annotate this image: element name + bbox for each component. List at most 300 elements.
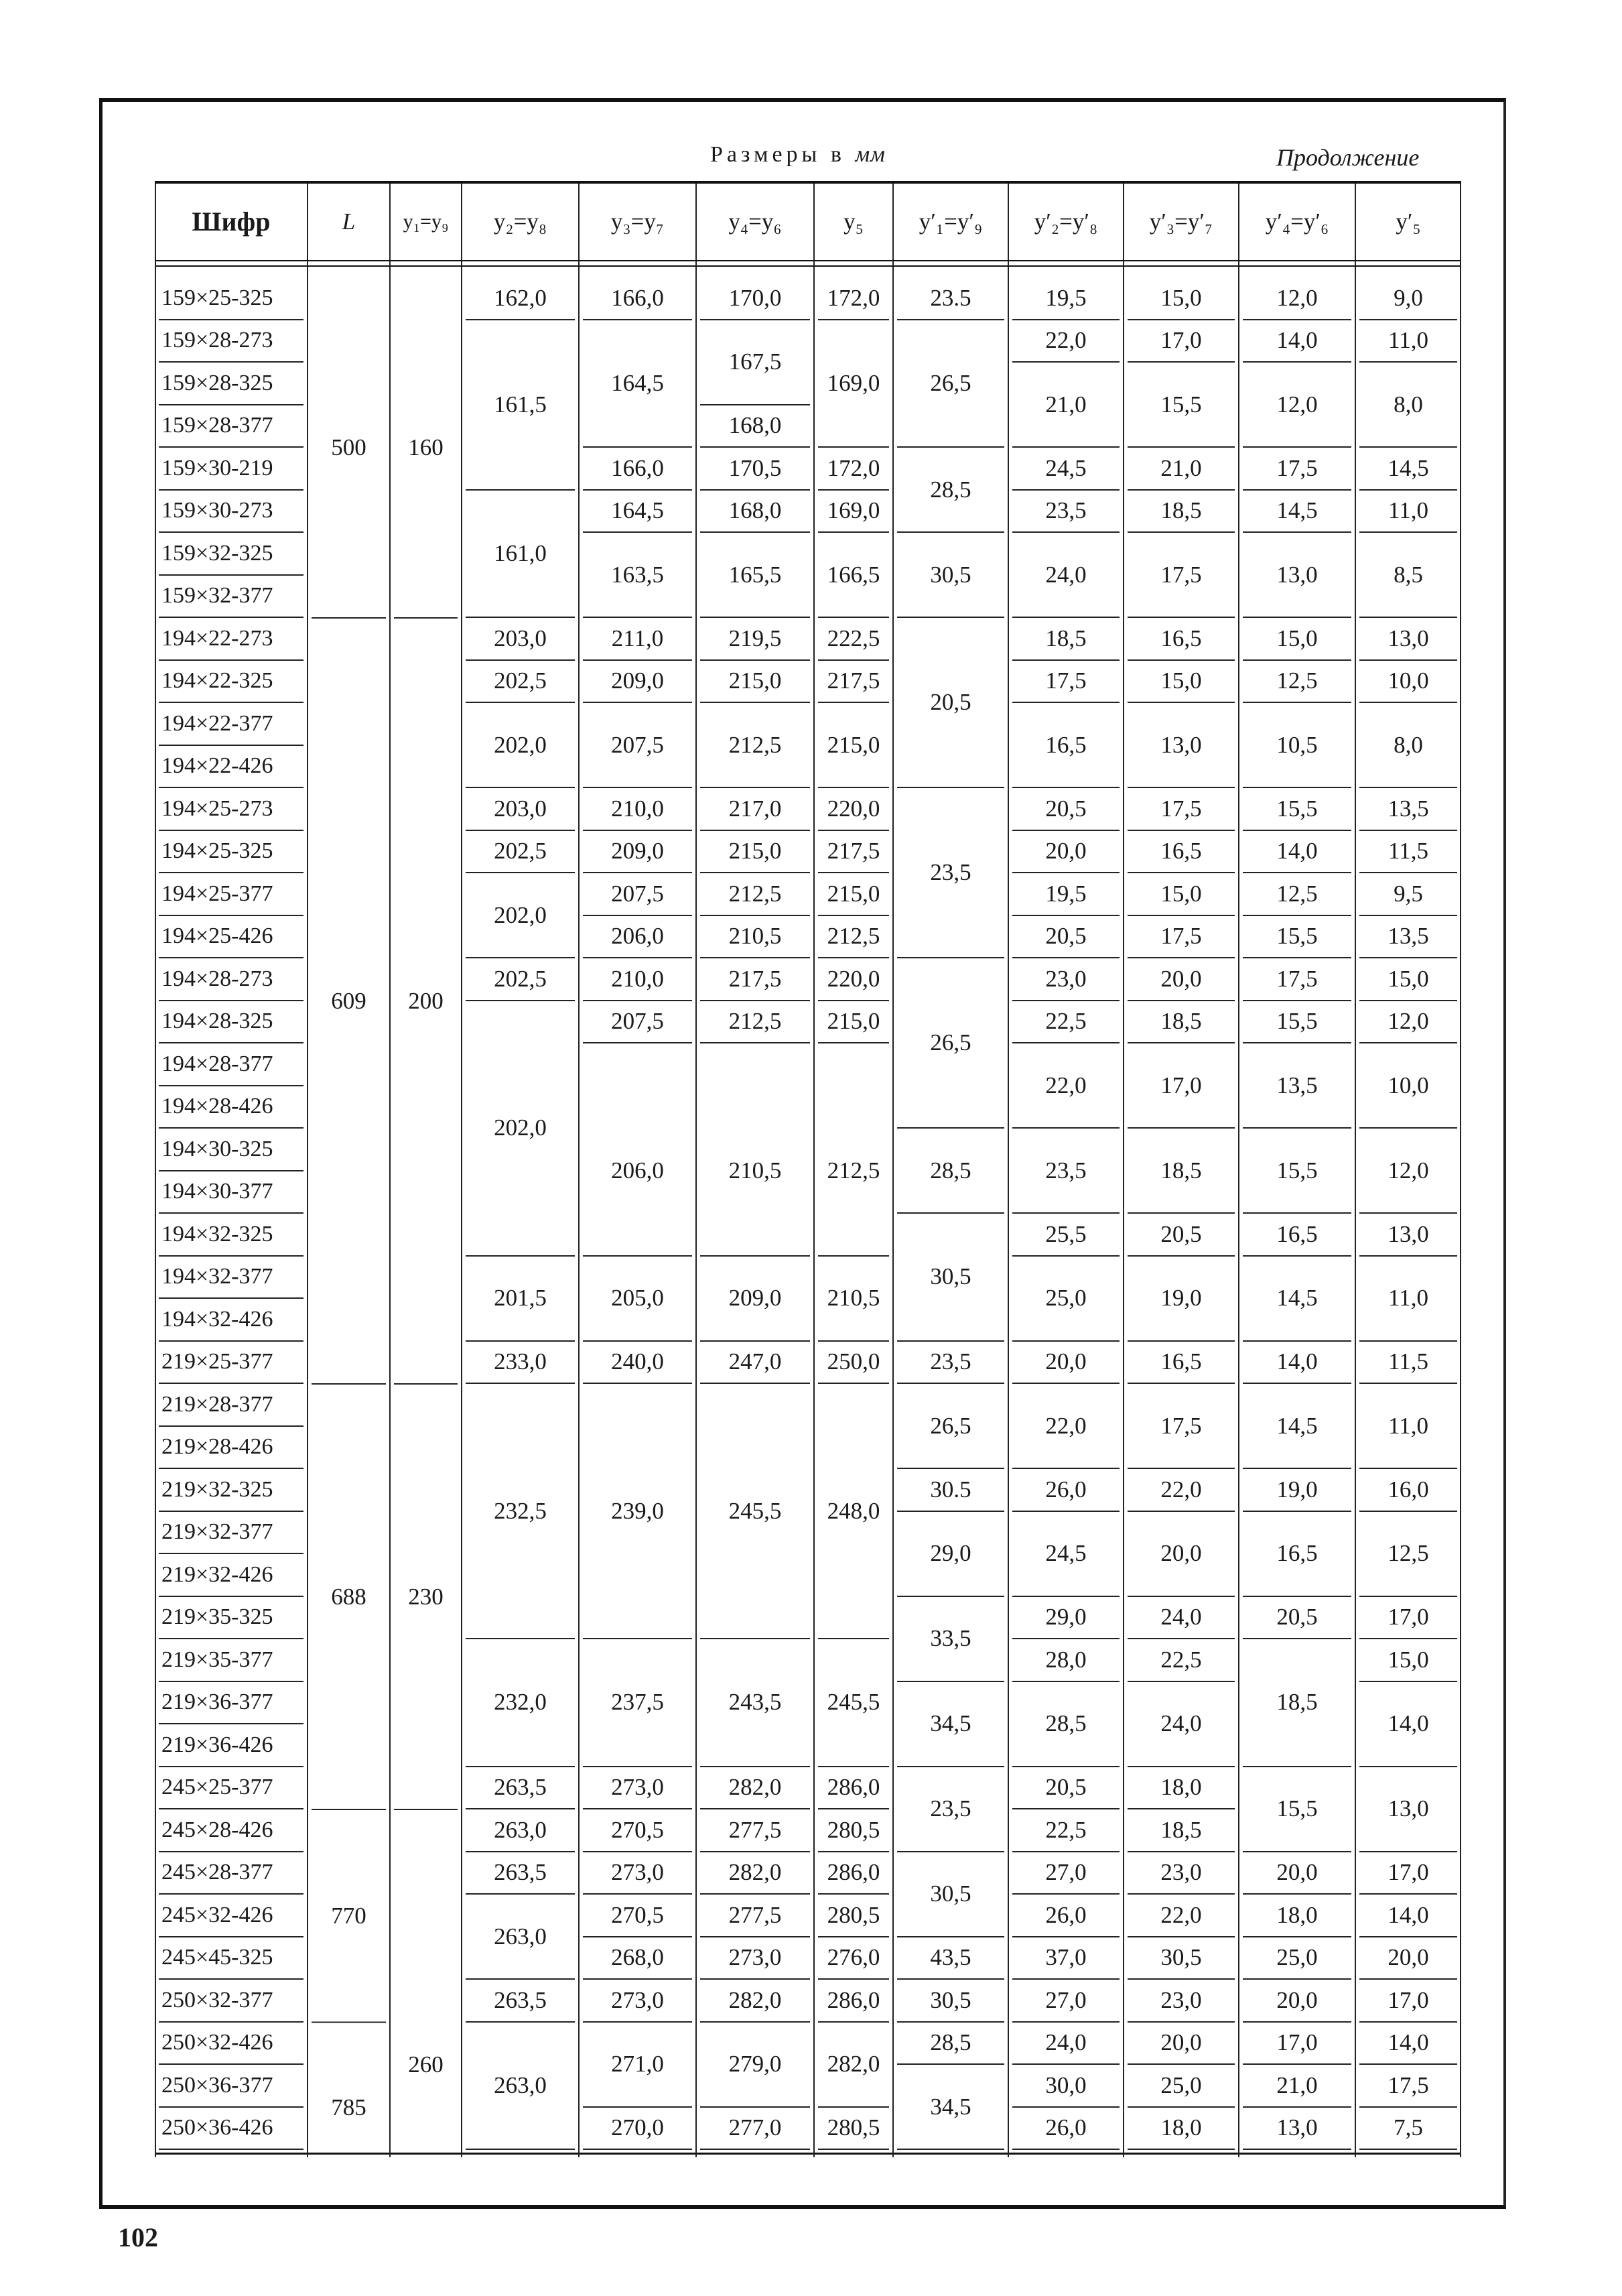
cipher-cell: 194×32-325	[159, 1214, 303, 1257]
value-cell-y3: 206,0	[583, 1086, 692, 1257]
value-cell-y4: 215,0	[700, 661, 810, 704]
value-cell-y4p: 20,0	[1243, 1852, 1351, 1895]
value-cell-y2p: 19,5	[1012, 873, 1120, 916]
dimensions-caption	[710, 142, 886, 168]
value-cell-y5p: 20,0	[1359, 1937, 1457, 1980]
dimensions-label: Размеры в	[710, 142, 846, 167]
cipher-cell: 194×25-325	[159, 831, 303, 874]
value-cell-y2: 232,0	[466, 1639, 575, 1767]
value-cell-y2p: 25,5	[1012, 1214, 1120, 1257]
value-cell-y1p: 28,5	[897, 2023, 1004, 2065]
value-cell-y2p: 30,0	[1012, 2065, 1120, 2108]
value-cell-y1p: 30,5	[897, 1852, 1004, 1937]
value-cell-y1p: 26,5	[897, 1384, 1004, 1469]
cipher-cell: 250×32-426	[159, 2023, 303, 2065]
value-cell-y2: 233,0	[466, 1342, 575, 1385]
value-cell-y2: 203,0	[466, 618, 575, 661]
value-cell-y5: 172,0	[818, 277, 889, 320]
value-cell-y4: 212,5	[700, 873, 810, 916]
value-cell-y4p: 17,0	[1243, 2023, 1351, 2065]
value-cell-y2p: 24,5	[1012, 1512, 1120, 1597]
value-cell-y3p: 17,5	[1128, 788, 1235, 831]
cipher-cell: 194×22-273	[159, 618, 303, 661]
value-cell-L: 609	[331, 987, 366, 1014]
cipher-cell: 159×32-325	[159, 533, 303, 576]
value-cell-y1p: 26,5	[897, 320, 1004, 448]
value-cell-y2p: 24,0	[1012, 2023, 1120, 2065]
value-cell-y5p: 12,5	[1359, 1512, 1457, 1597]
value-cell-y3: 166,0	[583, 277, 692, 320]
value-cell-y2p: 20,5	[1012, 1767, 1120, 1810]
value-cell-L: 770	[331, 1902, 366, 1929]
value-cell-y5p: 16,0	[1359, 1469, 1457, 1512]
value-cell-y2p: 28,0	[1012, 1639, 1120, 1682]
value-cell-y4p: 15,5	[1243, 1129, 1351, 1214]
value-cell-y4p: 20,0	[1243, 1980, 1351, 2023]
value-cell-y4p: 14,5	[1243, 1384, 1351, 1469]
cipher-cell: 219×32-325	[159, 1469, 303, 1512]
cipher-cell: 245×25-377	[159, 1767, 303, 1810]
value-cell-y5p: 17,0	[1359, 1980, 1457, 2023]
value-cell-y4p: 14,5	[1243, 491, 1351, 533]
value-cell-y2: 202,0	[466, 873, 575, 958]
value-cell-y2: 263,0	[466, 2023, 575, 2151]
value-cell-y4p: 14,0	[1243, 320, 1351, 363]
value-cell-y3p: 22,0	[1128, 1469, 1235, 1512]
page-number: 102	[118, 2222, 158, 2252]
value-cell-y2p: 23,0	[1012, 958, 1120, 1001]
column-header-y4: y₄=y₆	[728, 208, 782, 235]
cipher-cell: 219×28-426	[159, 1427, 303, 1470]
value-cell-y2: 161,5	[466, 320, 575, 491]
cipher-cell: 194×30-325	[159, 1129, 303, 1171]
value-cell-L: 785	[331, 2094, 366, 2120]
value-cell-y2: 263,5	[466, 1852, 575, 1895]
cipher-cell: 159×32-377	[159, 576, 303, 619]
value-cell-y3p: 21,0	[1128, 448, 1235, 491]
value-cell-y5p: 14,0	[1359, 1895, 1457, 1937]
value-cell-y5p: 12,0	[1359, 1001, 1457, 1044]
header-rule	[155, 260, 1461, 261]
value-cell-y2p: 24,0	[1012, 533, 1120, 618]
value-cell-y1p: 23,5	[897, 788, 1004, 958]
value-cell-y1p: 30,5	[897, 1980, 1004, 2023]
value-cell-y2: 202,0	[466, 703, 575, 788]
value-cell-y3p: 18,0	[1128, 1767, 1235, 1810]
value-cell-y3p: 23,0	[1128, 1980, 1235, 2023]
value-cell-y4: 212,5	[700, 1001, 810, 1044]
value-cell-y5: 222,5	[818, 618, 889, 661]
value-cell-y3: 270,5	[583, 1895, 692, 1937]
value-cell-y4p: 14,5	[1243, 1257, 1351, 1342]
value-cell-y3p: 19,0	[1128, 1257, 1235, 1342]
cipher-cell: 159×30-273	[159, 491, 303, 533]
value-cell-L: 500	[331, 434, 366, 460]
value-cell-y4p: 19,0	[1243, 1469, 1351, 1512]
value-cell-y2: 202,0	[466, 1001, 575, 1257]
value-cell-y2p: 22,0	[1012, 1384, 1120, 1469]
value-cell-y2p: 22,0	[1012, 1043, 1120, 1129]
value-cell-y5p: 11,0	[1359, 1257, 1457, 1342]
value-cell-y3p: 13,0	[1128, 703, 1235, 788]
value-cell-y5p: 13,0	[1359, 1767, 1457, 1852]
value-cell-y5p: 8,0	[1359, 363, 1457, 448]
value-cell-y3: 207,5	[583, 1001, 692, 1044]
value-cell-y2: 162,0	[466, 277, 575, 320]
value-cell-y4p: 14,0	[1243, 1342, 1351, 1385]
value-cell-y2p: 18,5	[1012, 618, 1120, 661]
value-cell-y3p: 16,5	[1128, 1342, 1235, 1385]
value-cell-y1: 160	[408, 434, 444, 460]
cipher-cell: 194×32-377	[159, 1257, 303, 1299]
value-cell-y4: 282,0	[700, 1852, 810, 1895]
value-cell-y2p: 22,0	[1012, 320, 1120, 363]
column-header-y3: y₃=y₇	[610, 208, 665, 235]
value-cell-y5p: 11,0	[1359, 320, 1457, 363]
value-cell-y2: 263,5	[466, 1980, 575, 2023]
value-cell-y5p: 8,5	[1359, 533, 1457, 618]
value-cell-y1p: 23,5	[897, 1342, 1004, 1385]
value-cell-y4p: 12,5	[1243, 873, 1351, 916]
value-cell-y1p: 28,5	[897, 448, 1004, 533]
value-cell-y5: 212,5	[818, 916, 889, 959]
value-cell-y3p: 16,5	[1128, 618, 1235, 661]
column-header-y2-prime: y′₂=y′₈	[1034, 208, 1098, 235]
value-cell-y3: 207,5	[583, 703, 692, 788]
value-cell-y5: 220,0	[818, 788, 889, 831]
value-cell-y5p: 8,0	[1359, 703, 1457, 788]
value-cell-y4: 243,5	[700, 1639, 810, 1767]
value-cell-y3p: 24,0	[1128, 1682, 1235, 1767]
dimensions-table	[155, 181, 1461, 2155]
value-cell-y3: 164,5	[583, 320, 692, 448]
value-cell-y3: 209,0	[583, 661, 692, 704]
value-cell-y3p: 15,5	[1128, 363, 1235, 448]
cipher-cell: 194×25-377	[159, 873, 303, 916]
value-cell-y5p: 14,0	[1359, 1682, 1457, 1767]
value-cell-y5p: 11,5	[1359, 831, 1457, 874]
header-rule-double	[155, 265, 1461, 267]
value-cell-y1p: 23.5	[897, 277, 1004, 320]
continuation-label: Продолжение	[1276, 144, 1420, 171]
value-cell-y5p: 12,0	[1359, 1129, 1457, 1214]
cipher-cell: 245×45-325	[159, 1937, 303, 1980]
value-cell-y4p: 15,5	[1243, 916, 1351, 959]
value-cell-y5: 280,5	[818, 1809, 889, 1852]
value-cell-y4p: 20,5	[1243, 1597, 1351, 1640]
value-cell-y5p: 13,0	[1359, 1214, 1457, 1257]
value-cell-y2: 263,0	[466, 1895, 575, 1980]
value-cell-y5p: 11,0	[1359, 1384, 1457, 1469]
value-cell-y5p: 13,5	[1359, 916, 1457, 959]
value-cell-y1: 230	[408, 1583, 444, 1610]
value-cell-y2p: 29,0	[1012, 1597, 1120, 1640]
value-cell-y4p: 10,5	[1243, 703, 1351, 788]
column-header-y5: y₅	[843, 208, 864, 235]
value-cell-y3p: 20,0	[1128, 958, 1235, 1001]
value-cell-y2p: 23,5	[1012, 1129, 1120, 1214]
value-cell-y4p: 13,0	[1243, 2108, 1351, 2151]
column-header-y2: y₂=y₈	[493, 208, 547, 235]
value-cell-y3p: 25,0	[1128, 2065, 1235, 2108]
value-cell-y4: 277,5	[700, 1809, 810, 1852]
value-cell-y3: 239,0	[583, 1384, 692, 1639]
cipher-cell: 194×28-273	[159, 958, 303, 1001]
value-cell-y3p: 22,5	[1128, 1639, 1235, 1682]
cipher-cell: 219×35-377	[159, 1639, 303, 1682]
value-cell-y5p: 17,0	[1359, 1852, 1457, 1895]
value-cell-y1p: 23,5	[897, 1767, 1004, 1852]
cipher-cell: 194×28-325	[159, 1001, 303, 1044]
value-cell-L: 688	[331, 1583, 366, 1610]
cipher-cell: 250×32-377	[159, 1980, 303, 2023]
value-cell-y3: 271,0	[583, 2023, 692, 2108]
value-cell-y5p: 14,0	[1359, 2023, 1457, 2065]
value-cell-y1p: 33,5	[897, 1597, 1004, 1682]
value-cell-y1: 260	[408, 2051, 444, 2078]
value-cell-y2: 232,5	[466, 1384, 575, 1639]
value-cell-y2p: 22,5	[1012, 1809, 1120, 1852]
value-cell-y3: 273,0	[583, 1852, 692, 1895]
value-cell-y4p: 12,5	[1243, 661, 1351, 704]
value-cell-y5p: 10,0	[1359, 1043, 1457, 1129]
value-cell-y1p: 43,5	[897, 1937, 1004, 1980]
value-cell-y5p: 9,5	[1359, 873, 1457, 916]
value-cell-y5: 215,0	[818, 873, 889, 916]
value-cell-y3p: 17,5	[1128, 533, 1235, 618]
value-cell-y2p: 20,0	[1012, 1342, 1120, 1385]
value-cell-y1p: 30.5	[897, 1469, 1004, 1512]
value-cell-y3: 270,0	[583, 2108, 692, 2151]
value-cell-y2p: 21,0	[1012, 363, 1120, 448]
value-cell-y3: 211,0	[583, 618, 692, 661]
value-cell-y4: 217,0	[700, 788, 810, 831]
value-cell-y4p: 17,5	[1243, 448, 1351, 491]
cipher-cell: 250×36-377	[159, 2065, 303, 2108]
value-cell-y3p: 18,5	[1128, 491, 1235, 533]
value-cell-y2p: 25,0	[1012, 1257, 1120, 1342]
value-cell-y5: 286,0	[818, 1767, 889, 1810]
value-cell-y4p: 13,5	[1243, 1043, 1351, 1129]
cipher-cell: 219×36-426	[159, 1724, 303, 1767]
column-header-cipher: Шифр	[192, 206, 271, 237]
cipher-cell: 245×28-426	[159, 1809, 303, 1852]
value-cell-y5p: 9,0	[1359, 277, 1457, 320]
value-cell-y5: 286,0	[818, 1852, 889, 1895]
value-cell-y3p: 17,0	[1128, 320, 1235, 363]
value-cell-y3p: 20,5	[1128, 1214, 1235, 1257]
column-header-y4-prime: y′₄=y′₆	[1265, 208, 1329, 235]
value-cell-y3: 237,5	[583, 1639, 692, 1767]
value-cell-y4: 279,0	[700, 2023, 810, 2108]
value-cell-y3: 268,0	[583, 1937, 692, 1980]
cipher-cell: 159×25-325	[159, 277, 303, 320]
value-cell-y3p: 18,5	[1128, 1809, 1235, 1852]
value-cell-y4p: 15,5	[1243, 1001, 1351, 1044]
value-cell-y4p: 16,5	[1243, 1214, 1351, 1257]
value-cell-y5: 276,0	[818, 1937, 889, 1980]
cipher-cell: 194×32-426	[159, 1299, 303, 1342]
value-cell-y5p: 17,5	[1359, 2065, 1457, 2108]
column-header-y3-prime: y′₃=y′₇	[1149, 208, 1213, 235]
value-cell-y4: 212,5	[700, 703, 810, 788]
value-cell-y5: 212,5	[818, 1086, 889, 1257]
value-cell-y3p: 15,0	[1128, 661, 1235, 704]
value-cell-y3p: 18,0	[1128, 2108, 1235, 2151]
value-cell-y5p: 15,0	[1359, 958, 1457, 1001]
value-cell-y5p: 14,5	[1359, 448, 1457, 491]
value-cell-y3: 210,0	[583, 958, 692, 1001]
value-cell-y5: 217,5	[818, 661, 889, 704]
value-cell-y3p: 24,0	[1128, 1597, 1235, 1640]
value-cell-y2p: 24,5	[1012, 448, 1120, 491]
value-cell-y5p: 11,0	[1359, 491, 1457, 533]
value-cell-y5: 248,0	[818, 1384, 889, 1639]
value-cell-y5: 169,0	[818, 320, 889, 448]
value-cell-y5: 250,0	[818, 1342, 889, 1385]
value-cell-y1p: 28,5	[897, 1129, 1004, 1214]
value-cell-y2p: 20,5	[1012, 916, 1120, 959]
dimensions-unit: мм	[855, 142, 886, 167]
value-cell-y4p: 17,5	[1243, 958, 1351, 1001]
column-header-y1: y₁=y₉	[403, 210, 449, 233]
value-cell-y4p: 14,0	[1243, 831, 1351, 874]
value-cell-y4: 215,0	[700, 831, 810, 874]
value-cell-y4: 219,5	[700, 618, 810, 661]
cipher-cell: 159×28-325	[159, 363, 303, 405]
value-cell-y3p: 18,5	[1128, 1001, 1235, 1044]
cipher-cell: 194×22-426	[159, 746, 303, 789]
value-cell-y2p: 28,5	[1012, 1682, 1120, 1767]
value-cell-y5: 215,0	[818, 703, 889, 788]
cipher-cell: 219×32-426	[159, 1554, 303, 1597]
value-cell-y4: 167,5	[700, 320, 810, 405]
value-cell-y3: 164,5	[583, 491, 692, 533]
value-cell-y3: 206,0	[583, 916, 692, 959]
value-cell-y3: 240,0	[583, 1342, 692, 1385]
value-cell-y4: 210,5	[700, 1086, 810, 1257]
cipher-cell: 219×25-377	[159, 1342, 303, 1385]
value-cell-y3: 273,0	[583, 1767, 692, 1810]
value-cell-y3p: 17,5	[1128, 1384, 1235, 1469]
value-cell-y3: 163,5	[583, 533, 692, 618]
value-cell-y4p: 25,0	[1243, 1937, 1351, 1980]
value-cell-y4p: 12,0	[1243, 277, 1351, 320]
value-cell-y5: 172,0	[818, 448, 889, 491]
value-cell-y5p: 11,5	[1359, 1342, 1457, 1385]
value-cell-y5: 286,0	[818, 1980, 889, 2023]
value-cell-y5p: 15,0	[1359, 1639, 1457, 1682]
value-cell-y3p: 15,0	[1128, 873, 1235, 916]
value-cell-y3: 209,0	[583, 831, 692, 874]
value-cell-y1p: 34,5	[897, 1682, 1004, 1767]
value-cell-y2: 203,0	[466, 788, 575, 831]
value-cell-y5: 215,0	[818, 1001, 889, 1044]
value-cell-y4: 217,5	[700, 958, 810, 1001]
value-cell-y2p: 27,0	[1012, 1852, 1120, 1895]
cipher-cell: 245×32-426	[159, 1895, 303, 1937]
value-cell-y5p: 10,0	[1359, 661, 1457, 704]
value-cell-y5: 282,0	[818, 2023, 889, 2108]
value-cell-y1: 200	[408, 987, 444, 1014]
cipher-cell: 194×25-273	[159, 788, 303, 831]
value-cell-y5p: 17,0	[1359, 1597, 1457, 1640]
cipher-cell: 194×25-426	[159, 916, 303, 959]
value-cell-y1p: 26,5	[897, 958, 1004, 1129]
cipher-cell: 194×22-325	[159, 661, 303, 704]
value-cell-y2p: 20,5	[1012, 788, 1120, 831]
value-cell-y5: 169,0	[818, 491, 889, 533]
value-cell-y1p: 34,5	[897, 2065, 1004, 2150]
value-cell-y2p: 22,5	[1012, 1001, 1120, 1044]
cipher-cell: 219×28-377	[159, 1384, 303, 1427]
cipher-cell: 159×28-377	[159, 405, 303, 448]
value-cell-y3p: 23,0	[1128, 1852, 1235, 1895]
value-cell-y4: 245,5	[700, 1384, 810, 1639]
value-cell-y2p: 20,0	[1012, 831, 1120, 874]
value-cell-y2p: 23,5	[1012, 491, 1120, 533]
value-cell-y5p: 7,5	[1359, 2108, 1457, 2151]
value-cell-y3: 270,5	[583, 1809, 692, 1852]
value-cell-y1p: 29,0	[897, 1512, 1004, 1597]
value-cell-y4: 170,5	[700, 448, 810, 491]
value-cell-y5: 280,5	[818, 1895, 889, 1937]
value-cell-y4: 168,0	[700, 491, 810, 533]
value-cell-y2p: 26,0	[1012, 1469, 1120, 1512]
value-cell-y2p: 17,5	[1012, 661, 1120, 704]
value-cell-y4p: 15,5	[1243, 1767, 1351, 1852]
value-cell-y3: 210,0	[583, 788, 692, 831]
value-cell-y4: 273,0	[700, 1937, 810, 1980]
value-cell-y2: 263,0	[466, 1809, 575, 1852]
cipher-cell: 194×30-377	[159, 1171, 303, 1214]
cipher-cell: 219×35-325	[159, 1597, 303, 1640]
cipher-cell: 194×28-426	[159, 1086, 303, 1129]
value-cell-y5: 220,0	[818, 958, 889, 1001]
value-cell-y2: 202,5	[466, 831, 575, 874]
value-cell-y4: 282,0	[700, 1767, 810, 1810]
value-cell-y3: 207,5	[583, 873, 692, 916]
cipher-cell: 250×36-426	[159, 2108, 303, 2151]
value-cell-y3p: 20,0	[1128, 1512, 1235, 1597]
value-cell-y4: 277,0	[700, 2108, 810, 2151]
value-cell-y3: 273,0	[583, 1980, 692, 2023]
value-cell-y2: 201,5	[466, 1257, 575, 1342]
value-cell-y5: 217,5	[818, 831, 889, 874]
cipher-cell: 194×28-377	[159, 1043, 303, 1086]
value-cell-y4: 210,5	[700, 916, 810, 959]
cipher-cell: 159×28-273	[159, 320, 303, 363]
value-cell-y5: 245,5	[818, 1639, 889, 1767]
value-cell-y4: 170,0	[700, 277, 810, 320]
value-cell-y4p: 12,0	[1243, 363, 1351, 448]
value-cell-y4p: 15,5	[1243, 788, 1351, 831]
column-header-y1-prime: y′₁=y′₉	[919, 208, 983, 235]
value-cell-y1p: 30,5	[897, 1214, 1004, 1342]
value-cell-y2p: 37,0	[1012, 1937, 1120, 1980]
value-cell-y4: 165,5	[700, 533, 810, 618]
value-cell-y5: 166,5	[818, 533, 889, 618]
value-cell-y2p: 26,0	[1012, 1895, 1120, 1937]
value-cell-y3p: 16,5	[1128, 831, 1235, 874]
value-cell-y4: 209,0	[700, 1257, 810, 1342]
value-cell-y3p: 17,5	[1128, 916, 1235, 959]
value-cell-y4p: 13,0	[1243, 533, 1351, 618]
value-cell-y1p: 30,5	[897, 533, 1004, 618]
cipher-cell: 194×22-377	[159, 703, 303, 746]
value-cell-y5p: 13,5	[1359, 788, 1457, 831]
value-cell-y3: 166,0	[583, 448, 692, 491]
